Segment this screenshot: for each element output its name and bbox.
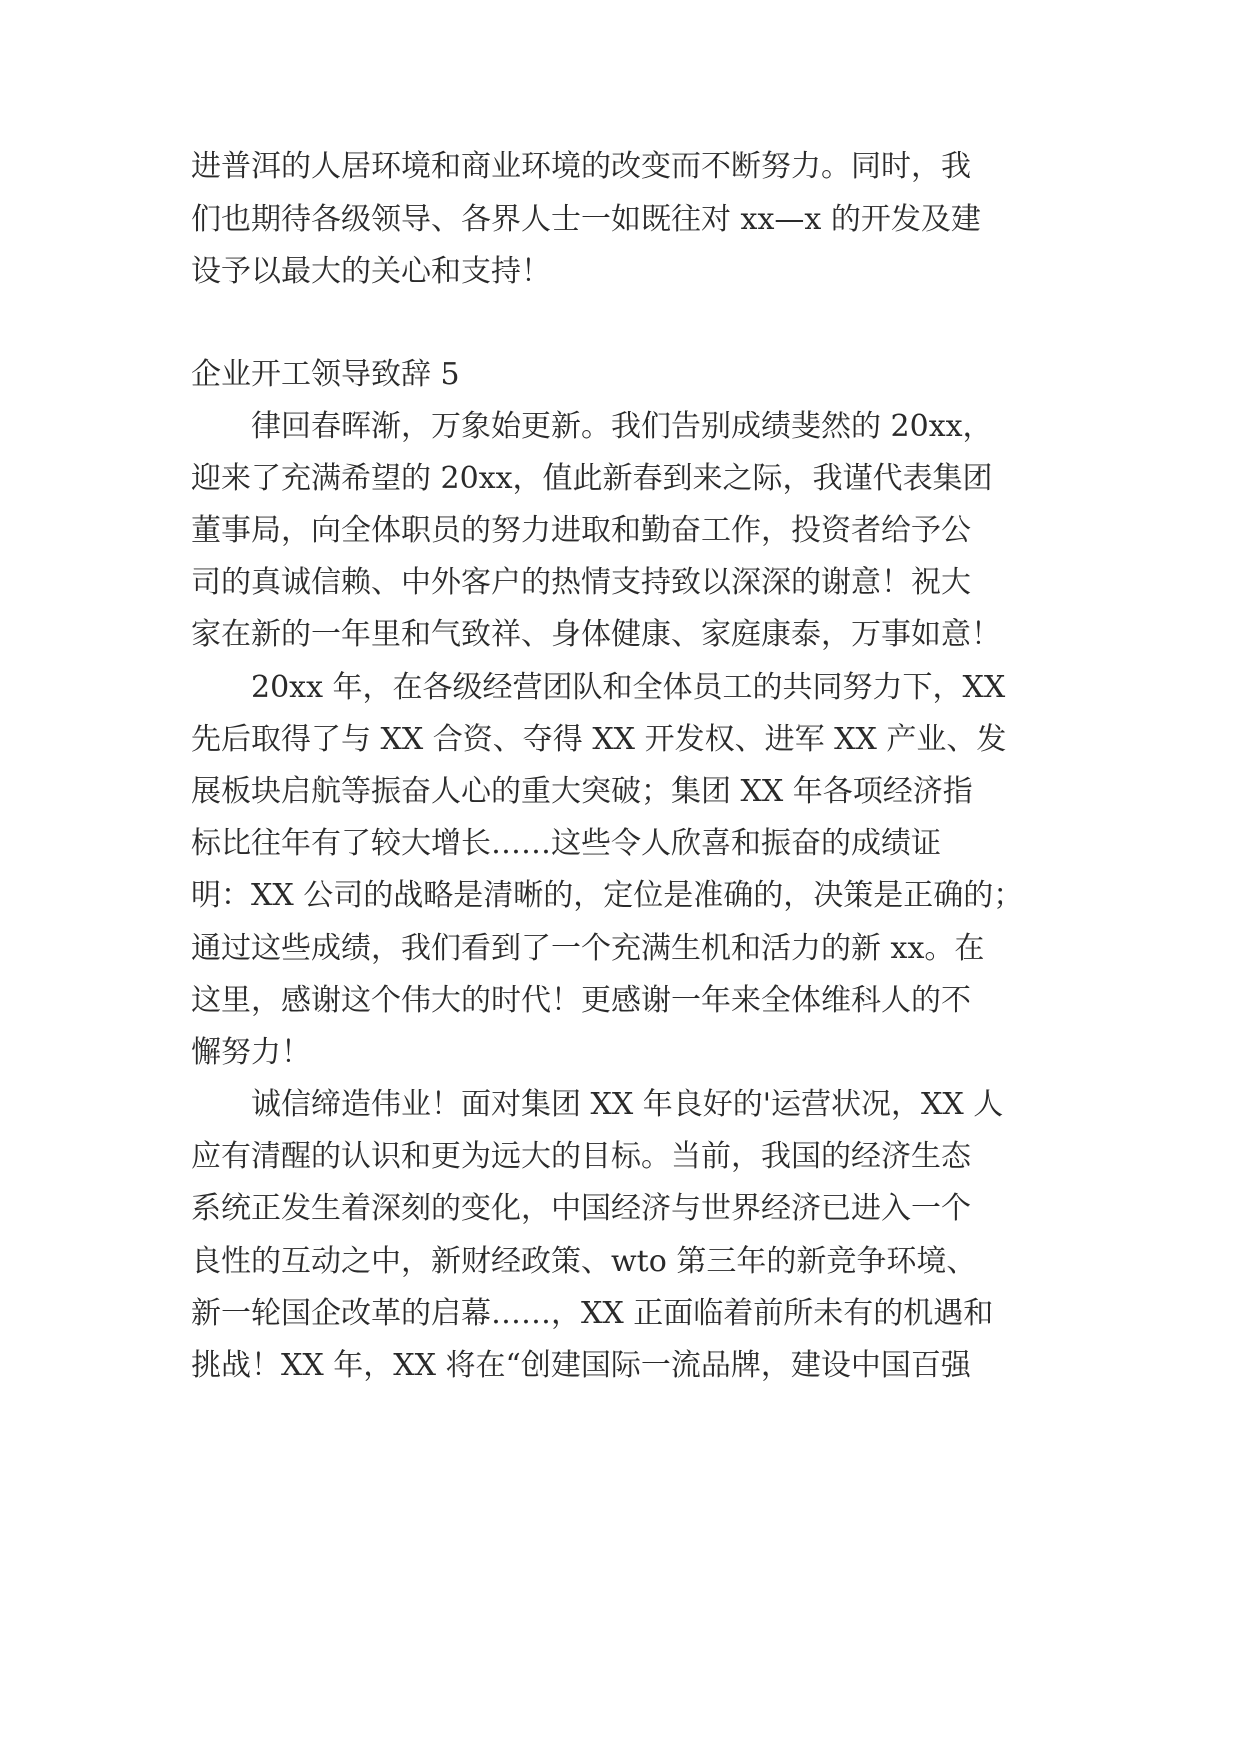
- text-line: 先后取得了与 XX 合资、夺得 XX 开发权、进军 XX 产业、发: [191, 722, 1007, 757]
- text-line: 律回春晖渐，万象始更新。我们告别成绩斐然的 20xx，: [251, 409, 993, 444]
- text-line: 明：XX 公司的战略是清晰的，定位是准确的，决策是正确的；: [191, 878, 1024, 913]
- section-heading: 企业开工领导致辞 5: [191, 357, 460, 392]
- text-line: 20xx 年，在各级经营团队和全体员工的共同努力下，XX: [251, 670, 1006, 705]
- text-line: 进普洱的人居环境和商业环境的改变而不断努力。同时，我: [191, 149, 971, 184]
- text-line: 们也期待各级领导、各界人士一如既往对 xx—x 的开发及建: [191, 202, 981, 237]
- text-line: 标比往年有了较大增长……这些令人欣喜和振奋的成绩证: [191, 826, 941, 861]
- text-line: 诚信缔造伟业！面对集团 XX 年良好的'运营状况，XX 人: [251, 1087, 1004, 1122]
- text-line: 系统正发生着深刻的变化，中国经济与世界经济已进入一个: [191, 1191, 971, 1226]
- text-line: 挑战！XX 年，XX 将在“创建国际一流品牌，建设中国百强: [191, 1348, 971, 1383]
- text-line: 迎来了充满希望的 20xx，值此新春到来之际，我谨代表集团: [191, 461, 993, 496]
- text-line: 董事局，向全体职员的努力进取和勤奋工作，投资者给予公: [191, 513, 971, 548]
- text-line: 司的真诚信赖、中外客户的热情支持致以深深的谢意！祝大: [191, 565, 971, 600]
- text-line: 应有清醒的认识和更为远大的目标。当前，我国的经济生态: [191, 1139, 971, 1174]
- text-line: 展板块启航等振奋人心的重大突破；集团 XX 年各项经济指: [191, 774, 973, 809]
- text-line: 这里，感谢这个伟大的时代！更感谢一年来全体维科人的不: [191, 983, 971, 1018]
- text-line: 家在新的一年里和气致祥、身体健康、家庭康泰，万事如意！: [191, 617, 1001, 652]
- text-line: 通过这些成绩，我们看到了一个充满生机和活力的新 xx。在: [191, 931, 985, 966]
- text-line: 设予以最大的关心和支持！: [191, 254, 551, 289]
- text-line: 新一轮国企改革的启幕……，XX 正面临着前所未有的机遇和: [191, 1296, 994, 1331]
- text-line: 良性的互动之中，新财经政策、wto 第三年的新竞争环境、: [191, 1244, 977, 1279]
- text-line: 懈努力！: [191, 1035, 311, 1070]
